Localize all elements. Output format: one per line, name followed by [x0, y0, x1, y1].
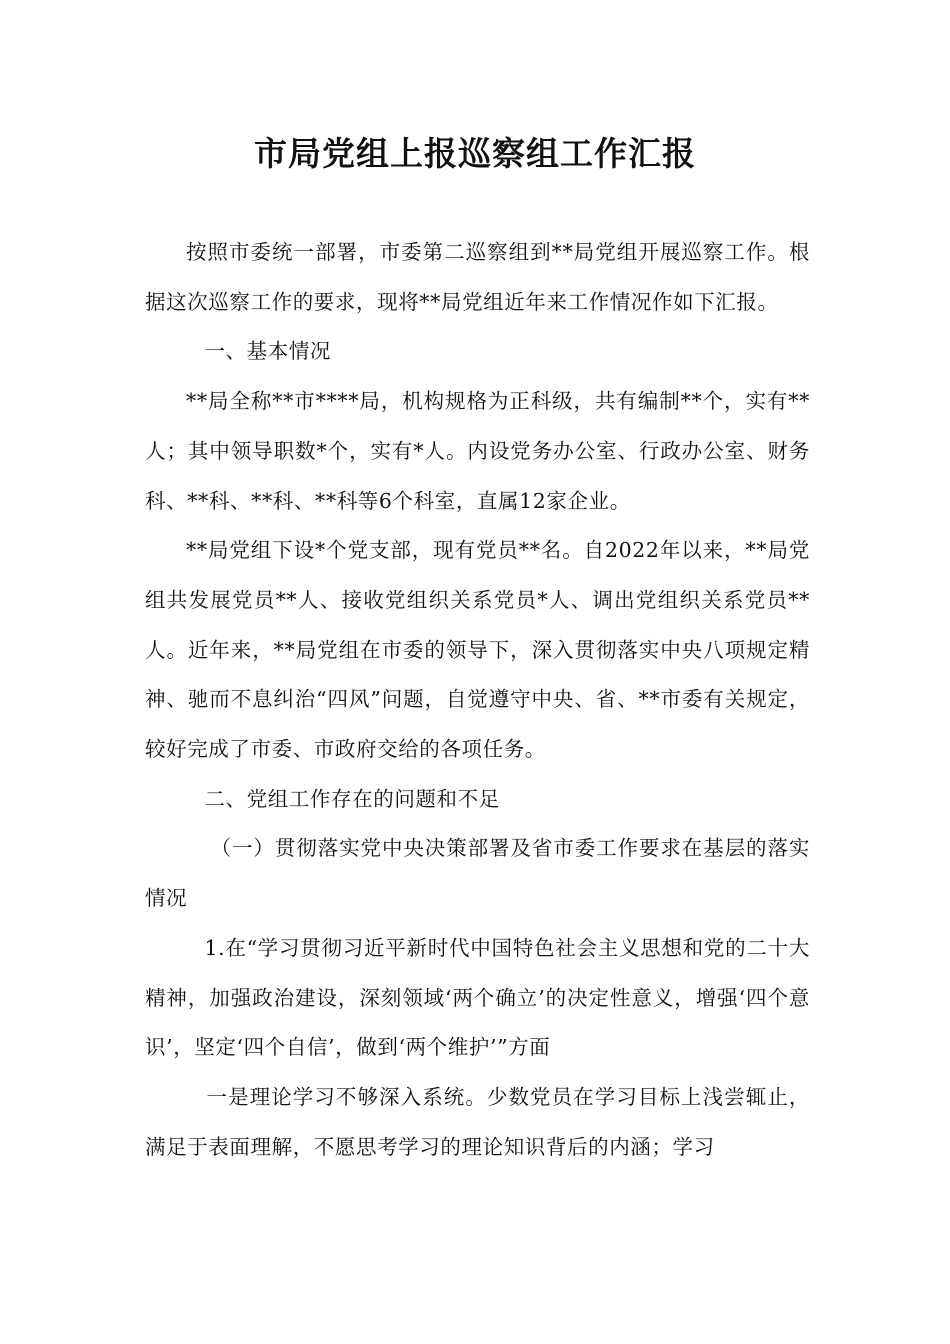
- basic-info-paragraph-1: **局全称**市****局，机构规格为正科级，共有编制**个，实有**人；其中领导职数*个，实有*人。内设党务办公室、行政办公室、财务科、**科、**科、**科等6个科室，直属12家企业。: [145, 389, 810, 513]
- point-paragraph-1: 一是理论学习不够深入系统。少数党员在学习目标上浅尝辄止，满足于表面理解，不愿思考学习的理论知识背后的内涵；学习: [145, 1084, 810, 1159]
- basic-info-paragraph-2: **局党组下设*个党支部，现有党员**名。自2022年以来，**局党组共发展党员**人、接收党组织关系党员*人、调出党组织关系党员**人。近年来，**局党组在市委的领导下，深入贯彻落实中央八项规定精神、驰而不息纠治“四风”问题，自觉遵守中央、省、**市委有关规定，较好完成了市委、市政府交给的各项任务。: [145, 538, 810, 762]
- document-title: 市局党组上报巡察组工作汇报: [254, 134, 696, 173]
- subsection-heading-1: （一）贯彻落实党中央决策部署及省市委工作要求在基层的落实情况: [145, 836, 810, 911]
- section-heading-problems: 二、党组工作存在的问题和不足: [204, 786, 500, 811]
- item-heading-1: 1.在“学习贯彻习近平新时代中国特色社会主义思想和党的二十大精神，加强政治建设，深刻领域‘两个确立’的决定性意义，增强‘四个意识’，坚定‘四个自信’，做到‘两个维护’”方面: [145, 935, 810, 1060]
- section-heading-basic-info: 一、基本情况: [204, 339, 332, 364]
- intro-paragraph: 按照市委统一部署，市委第二巡察组到**局党组开展巡察工作。根据这次巡察工作的要求，现将**局党组近年来工作情况作如下汇报。: [145, 240, 810, 314]
- document-body: [145, 228, 810, 1172]
